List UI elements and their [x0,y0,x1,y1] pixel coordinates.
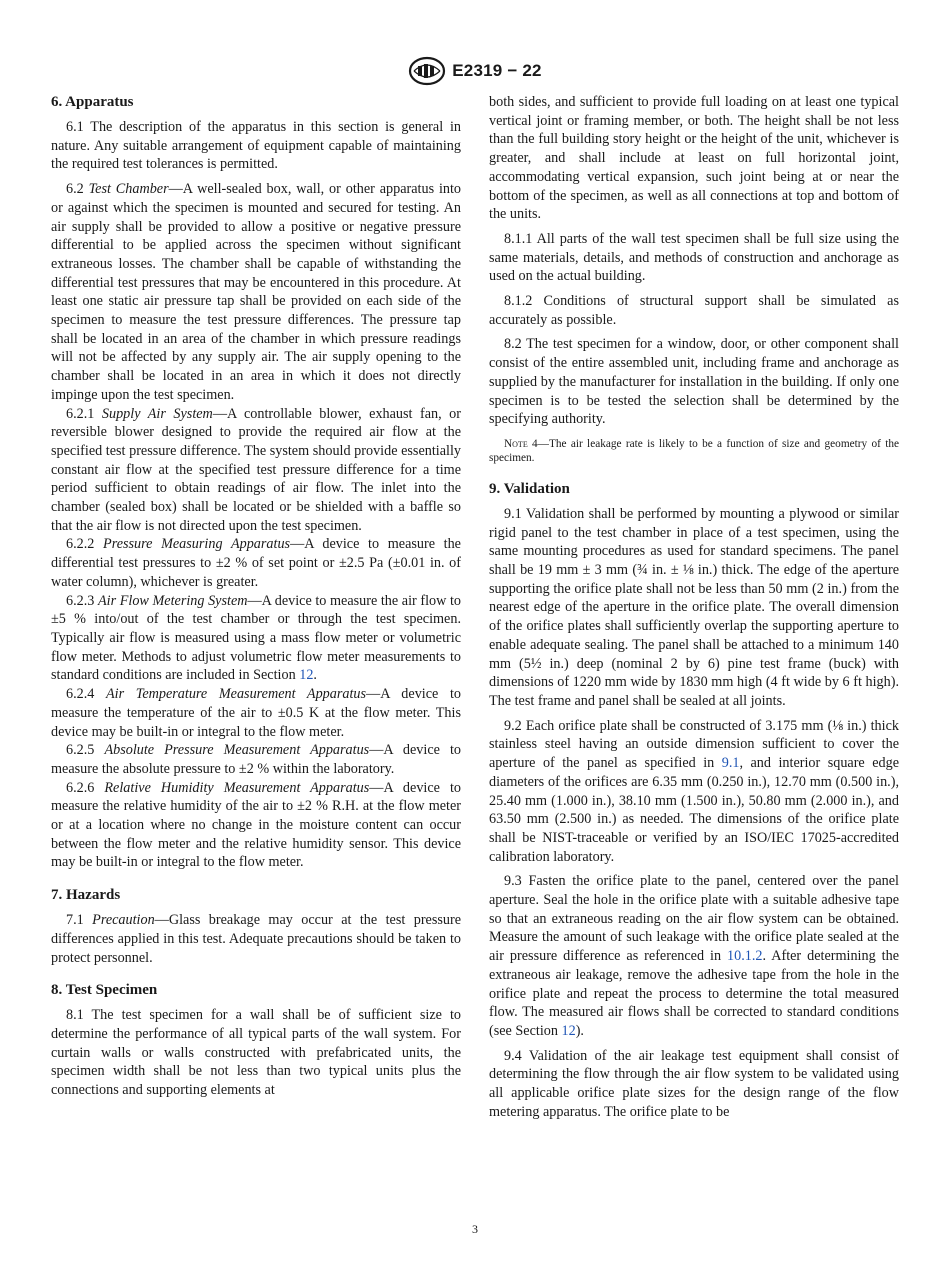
paragraph: 6.2.2 Pressure Measuring Apparatus—A device to measure the differential test pressures to ±2 % of set point or ±2.5 Pa (±0.01 in. of water column), whichever is greater. [51,536,461,590]
section-ref-link[interactable]: 10.1.2 [727,948,763,965]
right-column [489,93,899,1121]
page-number: 3 [472,1222,478,1236]
paragraph: 6.2.6 Relative Humidity Measurement Apparatus—A device to measure the relative humidity of the air to ±2 % R.H. at the flow meter or at a location where no change in the moisture content can occur between the flow meter and the relative humidity sensor. This device may be built-in or integral to the flow meter. [51,779,461,871]
paragraph: 9.1 Validation shall be performed by mounting a plywood or similar rigid panel to the test chamber in place of a test specimen, using the same mounting procedures as used for standard specimens. The panel shall be 19 mm ± 3 mm (¾ in. ± ⅛ in.) thick. The edge of the aperture supporting the orifice plate shall not be less than 50 mm (2 in.) from the nearest edge of the aperture in the orifice plate. The overall dimension of the orifice plates shall sufficiently overlap the supporting aperture to enable adequate sealing. The panel shall be attached to a minimum 140 mm (5½ in.) deep (nominal 2 by 6) pine test frame (buck) with dimensions of 1220 mm wide by 1830 mm high (4 ft wide by 6 ft high). The test frame and panel shall be sealed at all joints. [489,505,899,709]
paragraph: 9.2 Each orifice plate shall be constructed of 3.175 mm (⅛ in.) thick stainless steel having an outside dimension sufficient to cover the aperture of the panel as specified in 9.1, and interior square edge diameters of the orifices are 6.35 mm (0.250 in.), 12.70 mm (0.500 in.), 25.40 mm (1.000 in.), 38.10 mm (1.500 in.), 50.80 mm (2.000 in.), and 63.50 mm (2.500 in.) as needed. The dimensions of the orifice plate shall be NIST-traceable or verified by an ISO/IEC 17025-accredited calibration laboratory. [489,717,899,865]
paragraph: 7.1 Precaution—Glass breakage may occur at the test pressure differences applied in this test. Adequate precautions should be taken to protect personnel. [51,912,461,966]
paragraph: 8.1 The test specimen for a wall shall be of sufficient size to determine the performance of all typical parts of the wall system. For curtain walls or walls constructed with prefabricated units, the specimen width shall be not less than two typical units plus the connections and supporting elements at [51,1007,461,1099]
paragraph: 8.1.2 Conditions of structural support shall be simulated as accurately as possible. [489,293,899,328]
left-column [51,93,461,1100]
paragraph: 6.2.3 Air Flow Metering System—A device to measure the air flow to ±5 % into/out of the test chamber or through the test specimen. Typically air flow is measured using a mass flow meter or volumetric flow meter. Methods to adjust volumetric flow meter measurements to standard conditions are included in Section 12. [51,592,461,684]
section-heading: 7. Hazards [51,887,121,904]
paragraph: 9.4 Validation of the air leakage test equipment shall consist of determining the flow through the air flow system to be validated using all applicable orifice plate sizes for the design range of the flow metering apparatus. The orifice plate to be [489,1047,899,1120]
paragraph: both sides, and sufficient to provide full loading on at least one typical vertical joint or framing member, or both. The height shall be not less than the full building story height or the height of the unit, whichever is greater, and shall include at least on full horizontal joint, accommodating vertical expansion, such joint being at or near the bottom of the specimen, as well as all connections at top and bottom of the units. [489,94,899,223]
astm-logo-icon [408,56,446,86]
paragraph: 6.2.1 Supply Air System—A controllable blower, exhaust fan, or reversible blower designed to provide the required air flow at the specified test pressure difference. The system should provide essentially constant air flow at the specified test pressure difference for a time period sufficient to obtain readings of air flow. The inlet into the chamber (sealed box) shall be located or be shielded with a baffle so that the air flow is not directed upon the test specimen. [51,405,461,534]
section-heading: 8. Test Specimen [51,982,158,999]
paragraph: 9.3 Fasten the orifice plate to the panel, centered over the panel aperture. Seal the hole in the orifice plate with a suitable adhesive tape so that an extraneous reading on the air flow system can be obtained. Measure the amount of such leakage with the orifice plate sealed at the air pressure difference as referenced in 10.1.2. After determining the extraneous air leakage, remove the adhesive tape from the hole in the orifice plate and repeat the process to determine the total measured flow. The measured air flows shall be corrected to standard conditions (see Section 12). [489,873,899,1039]
paragraph: 6.1 The description of the apparatus in this section is general in nature. Any suitable arrangement of equipment capable of maintaining the required test tolerances is permitted. [51,119,461,173]
page-header [0,56,950,91]
document-id: E2319 − 22 [452,61,542,80]
paragraph: 6.2 Test Chamber—A well-sealed box, wall, or other apparatus into or against which the specimen is mounted and secured for testing. An air supply shall be provided to allow a positive or negative pressure differential to be applied across the specimen without significant extraneous losses. The chamber shall be capable of withstanding the differential test pressures that may be encountered in this procedure. At least one static air pressure tap shall be provided on each side of the specimen to measure the test pressure differences. The pressure tap shall be located in an area of the chamber in which pressure readings will not be affected by any supply air. The air supply opening to the chamber shall be located in an area in which it does not directly impinge upon the test specimen. [51,181,462,403]
note: Note 4—The air leakage rate is likely to be a function of size and geometry of the specimen. [489,437,899,465]
section-ref-link[interactable]: 9.1 [721,755,740,772]
paragraph: 8.1.1 All parts of the wall test specimen shall be full size using the same materials, details, and methods of construction and anchorage as used on the actual building. [489,230,899,285]
paragraph: 6.2.5 Absolute Pressure Measurement Apparatus—A device to measure the absolute pressure to ±2 % within the laboratory. [51,742,461,777]
section-ref-link[interactable]: 12 [561,1022,576,1039]
section-heading: 9. Validation [489,480,570,497]
paragraph: 6.2.4 Air Temperature Measurement Apparatus—A device to measure the temperature of the air to ±0.5 K at the flow meter. This device may be built-in or integral to the flow meter. [51,686,461,740]
section-ref-link[interactable]: 12 [299,667,314,684]
section-heading: 6. Apparatus [51,94,134,110]
paragraph: 8.2 The test specimen for a window, door, or other component shall consist of the entire assembled unit, including frame and anchorage as supplied by the manufacturer for installation in the building. If only one specimen is to be tested the selection shall be determined by the specifying authority. [489,336,899,428]
